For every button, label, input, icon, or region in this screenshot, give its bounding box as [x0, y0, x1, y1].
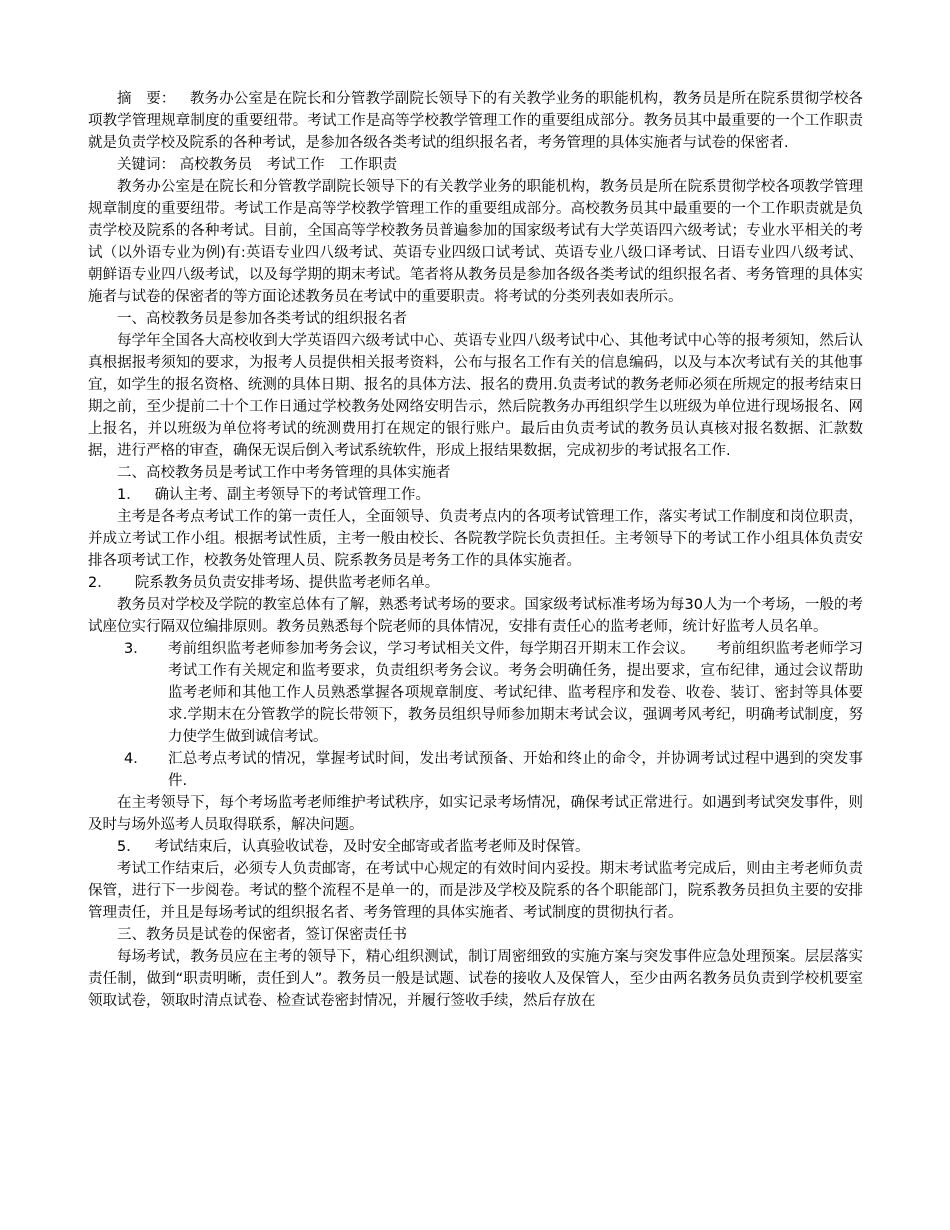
section-heading-1: 一、高校教务员是参加各类考试的组织报名者	[117, 311, 407, 327]
numbered-item-5	[88, 836, 863, 858]
section-1-paragraph: 每学年全国各大高校收到大学英语四六级考试中心、英语专业四八级考试中心、其他考试中心等的报考须知，然后认真根据报考须知的要求，为报考人员提供相关报考资料，公布与报名工作有关的信息编码，以及与本次考试有关的其他事宜，如学生的报名资格、统测的具体日期、报名的具体方法、报名的费用.负责考试的教务老师必须在所规定的报考结束日期之前，至少提前二十个工作日通过学校教务处网络安明告示，然后院教务办再组织学生以班级为单位进行现场报名、网上报名，并以班级为单位将考试的统测费用打在规定的银行账户。最后由负责考试的教务员认真核对报名数据、汇款数据，进行严格的审查，确保无误后倒入考试系统软件，形成上报结果数据，完成初步的考试报名工作.	[88, 333, 863, 459]
keywords-text: 高校教务员 考试工作 工作职责	[179, 157, 398, 173]
intro-paragraph: 教务办公室是在院长和分管教学副院长领导下的有关教学业务的职能机构，教务员是所在院系贯彻学校各项教学管理规章制度的重要纽带。考试工作是高等学校教学管理工作的重要组成部分。高校教务员其中最重要的一个工作职责就是负责学校及院系的各种考试。目前，全国高等学校教务员普遍参加的国家级考试有大学英语四六级考试；专业水平相关的考试（以外语专业为例)有:英语专业四八级考试、英语专业四级口试考试、英语专业八级口译考试、日语专业四八级考试、朝鲜语专业四八级考试，以及每学期的期末考试。笔者将从教务员是参加各级各类考试的组织报名者、考务管理的具体实施者与试卷的保密者的等方面论述教务员在考试中的重要职责。将考试的分类列表如表所示。	[88, 179, 863, 305]
item-text: 院系教务员负责安排考场、提供监考老师名单。	[134, 575, 440, 591]
item-text: 汇总考点考试的情况，掌握考试时间，发出考试预备、开始和终止的命令，并协调考试过程中遇到的突发事件.	[168, 751, 863, 789]
section-heading-3: 三、教务员是试卷的保密者，签订保密责任书	[117, 927, 407, 943]
item-number: 5．	[117, 839, 141, 855]
item-number: 1．	[117, 487, 141, 503]
document-page	[88, 88, 863, 1012]
item-number: 3．	[124, 641, 148, 657]
numbered-item-4	[88, 748, 863, 792]
keywords-label: 关键词：	[117, 157, 175, 173]
keywords-paragraph	[88, 154, 863, 176]
item-1-paragraph: 主考是各考点考试工作的第一责任人，全面领导、负责考点内的各项考试管理工作，落实考试工作制度和岗位职责，并成立考试工作小组。根据考试性质，主考一般由校长、各院教学院长负责担任。主考领导下的考试工作小组具体负责安排各项考试工作，校教务处管理人员、院系教务员是考务工作的具体实施者。	[88, 509, 863, 569]
item-text: 考前组织监考老师参加考务会议，学习考试相关文件，每学期召开期末工作会议。 考前组织监考老师学习考试工作有关规定和监考要求，负责组织考务会议。考务会明确任务，提出要求，宣布纪律，通过会议帮助监考老师和其他工作人员熟悉掌握各项规章制度、考试纪律、监考程序和发卷、收卷、装订、密封等具体要求.学期末在分管教学的院长带领下，教务员组织导师参加期末考试会议，强调考风考纪，明确考试制度，努力使学生做到诚信考试。	[168, 641, 863, 745]
item-number: 4．	[124, 751, 148, 767]
item-text: 确认主考、副主考领导下的考试管理工作。	[154, 487, 431, 503]
item-4-paragraph: 在主考领导下，每个考场监考老师维护考试秩序，如实记录考场情况，确保考试正常进行。如遇到考试突发事件，则及时与场外巡考人员取得联系，解决问题。	[88, 795, 863, 833]
numbered-item-3	[88, 638, 863, 748]
abstract-paragraph	[88, 88, 863, 154]
numbered-item-2	[88, 572, 863, 594]
item-2-paragraph: 教务员对学校及学院的教室总体有了解，熟悉考试考场的要求。国家级考试标准考场为每30人为一个考场，一般的考试座位实行隔双位编排原则。教务员熟悉每个院老师的具体情况，安排有责任心的监考老师，统计好监考人员名单。	[88, 597, 863, 635]
item-5-paragraph: 考试工作结束后，必须专人负责邮寄，在考试中心规定的有效时间内妥投。期末考试监考完成后，则由主考老师负责保管，进行下一步阅卷。考试的整个流程不是单一的，而是涉及学校及院系的各个职能部门，院系教务员担负主要的安排管理责任，并且是每场考试的组织报名者、考务管理的具体实施者、考试制度的贯彻执行者。	[88, 861, 863, 921]
section-3-paragraph: 每场考试，教务员应在主考的领导下，精心组织测试，制订周密细致的实施方案与突发事件应急处理预案。层层落实责任制，做到“职责明晰，责任到人”。教务员一般是试题、试卷的接收人及保管人，至少由两名教务员负责到学校机要室领取试卷，领取时清点试卷、检查试卷密封情况，并履行签收手续，然后存放在	[88, 949, 863, 1009]
numbered-item-1	[88, 484, 863, 506]
abstract-label: 摘 要：	[117, 91, 176, 107]
item-text: 考试结束后，认真验收试卷，及时安全邮寄或者监考老师及时保管。	[154, 839, 590, 855]
item-number: 2．	[88, 575, 112, 591]
abstract-text: 教务办公室是在院长和分管教学副院长领导下的有关教学业务的职能机构，教务员是所在院系贯彻学校各项教学管理规章制度的重要纽带。考试工作是高等学校教学管理工作的重要组成部分。教务员其中最重要的一个工作职责就是负责学校及院系的各种考试，是参加各级各类考试的组织报名者，考务管理的具体实施者与试卷的保密者.	[88, 91, 864, 151]
section-heading-2: 二、高校教务员是考试工作中考务管理的具体实施者	[117, 465, 451, 481]
